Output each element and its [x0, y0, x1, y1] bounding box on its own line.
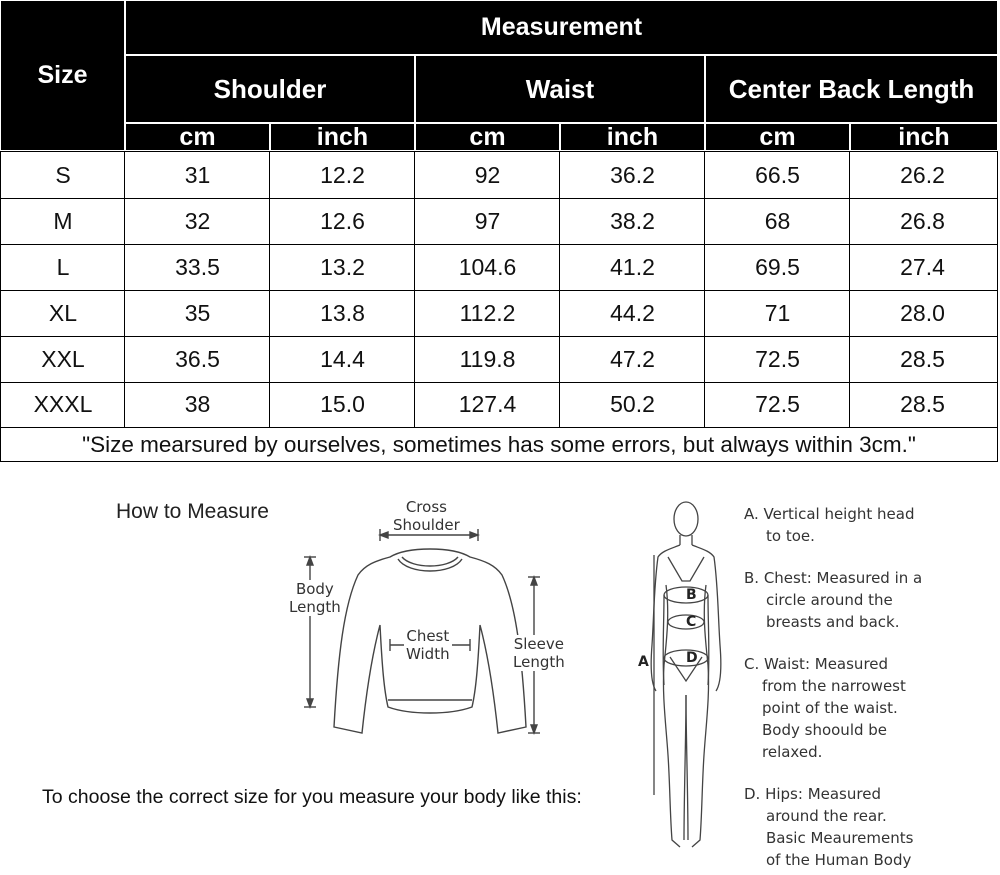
table-cell: 71 [764, 299, 791, 326]
human-body-illustration [640, 495, 730, 865]
table-cell: 112.2 [459, 299, 516, 326]
table-cell: 92 [474, 161, 501, 188]
table-cell: 36.5 [175, 345, 220, 372]
table-cell: 27.4 [900, 253, 945, 280]
body-letter-d: D [686, 650, 698, 666]
unit-header: inch [850, 123, 998, 151]
shoulder-header: Shoulder [125, 55, 415, 123]
legend-item-c: C. Waist: Measured from the narrowest point of the waist. Body shoould be relaxed. [744, 655, 906, 761]
unit-header: inch [270, 123, 415, 151]
size-cell: XXXL [33, 391, 93, 417]
table-cell: 31 [184, 161, 211, 188]
table-cell: 38.2 [610, 207, 655, 234]
table-cell: 119.8 [459, 345, 516, 372]
unit-header: inch [560, 123, 705, 151]
table-cell: 13.2 [320, 253, 365, 280]
table-cell: 66.5 [755, 161, 800, 188]
table-cell: 97 [474, 207, 501, 234]
body-letter-b: B [686, 587, 697, 603]
waist-header: Waist [415, 55, 705, 123]
table-cell: 41.2 [610, 253, 655, 280]
unit-header: cm [125, 123, 270, 151]
table-cell: 50.2 [610, 391, 655, 417]
sleeve-length-label: Sleeve Length [513, 635, 565, 671]
center-back-length-header: Center Back Length [705, 55, 998, 123]
table-cell: 26.2 [900, 161, 945, 188]
measurement-header: Measurement [125, 0, 998, 55]
table-cell: 36.2 [610, 161, 655, 188]
table-cell: 28.0 [900, 299, 945, 326]
table-cell: 12.2 [320, 161, 365, 188]
legend-item-d: D. Hips: Measured around the rear. Basic Meaurements of the Human Body [744, 785, 914, 869]
chest-width-label: Chest Width [406, 627, 450, 663]
table-cell: 33.5 [175, 253, 220, 280]
body-letter-a: A [638, 654, 649, 670]
table-cell: 68 [764, 207, 791, 234]
table-cell: 38 [184, 391, 211, 417]
table-cell: 14.4 [320, 345, 365, 372]
how-to-measure-title: How to Measure [116, 500, 269, 523]
table-cell: 69.5 [755, 253, 800, 280]
body-length-label: Body Length [289, 580, 341, 616]
table-cell: 26.8 [900, 207, 945, 234]
size-cell: L [56, 253, 70, 280]
unit-header: cm [705, 123, 850, 151]
measure-instruction: To choose the correct size for you measure your body like this: [42, 786, 582, 808]
size-cell: XL [48, 299, 78, 326]
table-cell: 32 [184, 207, 211, 234]
cross-shoulder-label: Cross Shoulder [393, 498, 460, 534]
table-cell: 35 [184, 299, 211, 326]
table-cell: 72.5 [755, 391, 800, 417]
table-cell: 13.8 [320, 299, 365, 326]
size-cell: XXL [41, 345, 85, 372]
measurement-note: "Size mearsured by ourselves, sometimes has some errors, but always within 3cm." [82, 432, 916, 457]
size-cell: M [53, 207, 73, 234]
table-cell: 127.4 [458, 391, 517, 417]
table-cell: 12.6 [320, 207, 365, 234]
sweater-illustration [280, 495, 600, 755]
table-cell: 104.6 [458, 253, 517, 280]
table-body [0, 151, 998, 462]
size-cell: S [55, 161, 71, 188]
body-letter-c: C [686, 614, 697, 630]
table-cell: 28.5 [900, 391, 945, 417]
table-cell: 47.2 [610, 345, 655, 372]
table-cell: 15.0 [320, 391, 365, 417]
table-cell: 44.2 [610, 299, 655, 326]
legend-item-b: B. Chest: Measured in a circle around the breasts and back. [744, 569, 923, 631]
table-cell: 28.5 [900, 345, 945, 372]
size-column-header: Size [0, 0, 125, 151]
legend-item-a: A. Vertical height head to toe. [744, 505, 915, 545]
unit-header: cm [415, 123, 560, 151]
table-cell: 72.5 [755, 345, 800, 372]
